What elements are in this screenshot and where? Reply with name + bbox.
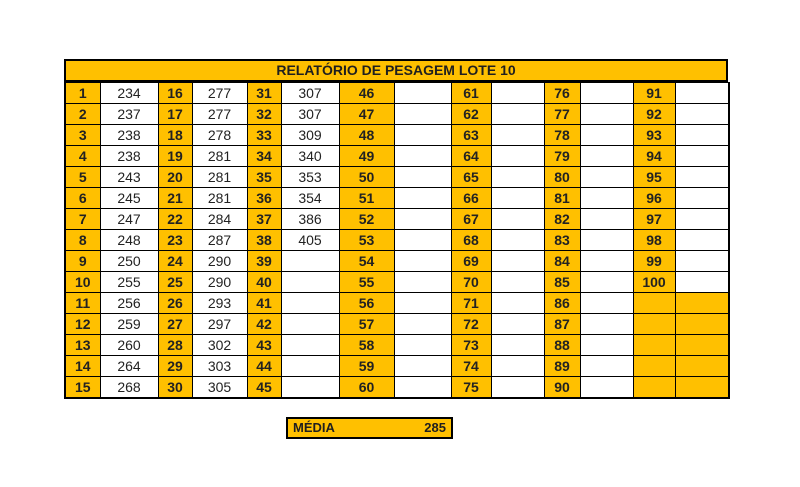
lot-number-cell: 89: [544, 356, 580, 377]
weight-cell: [394, 335, 451, 356]
weight-cell: [675, 125, 729, 146]
lot-number-cell: 39: [247, 251, 281, 272]
lot-number-cell: [633, 377, 675, 399]
weight-cell: 245: [100, 188, 158, 209]
weight-cell: [580, 83, 633, 104]
lot-number-cell: 63: [451, 125, 491, 146]
lot-number-cell: 22: [158, 209, 192, 230]
lot-number-cell: 23: [158, 230, 192, 251]
weight-cell: [394, 377, 451, 399]
weighing-report-sheet: [64, 59, 728, 399]
lot-number-cell: 8: [65, 230, 100, 251]
lot-number-cell: 17: [158, 104, 192, 125]
lot-number-cell: [633, 293, 675, 314]
weight-cell: [675, 167, 729, 188]
weight-cell: [580, 146, 633, 167]
lot-number-cell: 52: [339, 209, 394, 230]
lot-number-cell: 96: [633, 188, 675, 209]
weight-cell: [281, 251, 339, 272]
weight-cell: [394, 83, 451, 104]
lot-number-cell: 12: [65, 314, 100, 335]
lot-number-cell: 84: [544, 251, 580, 272]
table-row: [65, 125, 729, 146]
lot-number-cell: 64: [451, 146, 491, 167]
lot-number-cell: 36: [247, 188, 281, 209]
lot-number-cell: [633, 314, 675, 335]
weight-cell: 260: [100, 335, 158, 356]
lot-number-cell: 73: [451, 335, 491, 356]
lot-number-cell: 31: [247, 83, 281, 104]
lot-number-cell: 49: [339, 146, 394, 167]
lot-number-cell: 66: [451, 188, 491, 209]
weight-cell: [580, 251, 633, 272]
lot-number-cell: 30: [158, 377, 192, 399]
report-title: RELATÓRIO DE PESAGEM LOTE 10: [64, 59, 728, 82]
lot-number-cell: 57: [339, 314, 394, 335]
lot-number-cell: 44: [247, 356, 281, 377]
lot-number-cell: 83: [544, 230, 580, 251]
weight-cell: [675, 314, 729, 335]
lot-number-cell: 65: [451, 167, 491, 188]
weight-cell: [580, 188, 633, 209]
lot-number-cell: 7: [65, 209, 100, 230]
weight-cell: 268: [100, 377, 158, 399]
weight-cell: [675, 230, 729, 251]
lot-number-cell: 3: [65, 125, 100, 146]
weight-cell: [491, 251, 544, 272]
lot-number-cell: 24: [158, 251, 192, 272]
weight-cell: [394, 314, 451, 335]
lot-number-cell: 76: [544, 83, 580, 104]
table-row: [65, 335, 729, 356]
weight-cell: 248: [100, 230, 158, 251]
weight-cell: 293: [192, 293, 247, 314]
lot-number-cell: 47: [339, 104, 394, 125]
table-row: [65, 377, 729, 399]
weight-cell: [491, 314, 544, 335]
lot-number-cell: 20: [158, 167, 192, 188]
weight-cell: 290: [192, 272, 247, 293]
lot-number-cell: 87: [544, 314, 580, 335]
table-row: [65, 146, 729, 167]
lot-number-cell: 16: [158, 83, 192, 104]
table-row: [65, 356, 729, 377]
weight-cell: 284: [192, 209, 247, 230]
table-row: [65, 314, 729, 335]
lot-number-cell: 91: [633, 83, 675, 104]
lot-number-cell: 93: [633, 125, 675, 146]
lot-number-cell: 81: [544, 188, 580, 209]
lot-number-cell: 54: [339, 251, 394, 272]
weight-cell: [394, 272, 451, 293]
weight-cell: 256: [100, 293, 158, 314]
weight-cell: [281, 293, 339, 314]
lot-number-cell: 13: [65, 335, 100, 356]
weight-cell: [281, 377, 339, 399]
lot-number-cell: 37: [247, 209, 281, 230]
lot-number-cell: 41: [247, 293, 281, 314]
weight-cell: [675, 83, 729, 104]
weight-cell: [491, 230, 544, 251]
lot-number-cell: 9: [65, 251, 100, 272]
lot-number-cell: 18: [158, 125, 192, 146]
weight-cell: [580, 104, 633, 125]
lot-number-cell: 34: [247, 146, 281, 167]
weight-cell: [675, 272, 729, 293]
weight-cell: 297: [192, 314, 247, 335]
weight-cell: [394, 251, 451, 272]
lot-number-cell: 94: [633, 146, 675, 167]
lot-number-cell: 67: [451, 209, 491, 230]
weight-cell: 234: [100, 83, 158, 104]
lot-number-cell: 71: [451, 293, 491, 314]
average-box: [286, 417, 453, 439]
lot-number-cell: 78: [544, 125, 580, 146]
lot-number-cell: 27: [158, 314, 192, 335]
weighing-table: [64, 82, 730, 399]
lot-number-cell: 38: [247, 230, 281, 251]
lot-number-cell: 35: [247, 167, 281, 188]
weight-cell: [491, 356, 544, 377]
lot-number-cell: 15: [65, 377, 100, 399]
lot-number-cell: 14: [65, 356, 100, 377]
lot-number-cell: 98: [633, 230, 675, 251]
average-label: MÉDIA: [293, 420, 335, 435]
lot-number-cell: 82: [544, 209, 580, 230]
lot-number-cell: 48: [339, 125, 394, 146]
weight-cell: [491, 188, 544, 209]
lot-number-cell: 61: [451, 83, 491, 104]
weight-cell: [394, 356, 451, 377]
weight-cell: [675, 146, 729, 167]
weight-cell: [491, 209, 544, 230]
weight-cell: [281, 356, 339, 377]
lot-number-cell: 80: [544, 167, 580, 188]
lot-number-cell: [633, 356, 675, 377]
lot-number-cell: 4: [65, 146, 100, 167]
weight-cell: [491, 104, 544, 125]
weight-cell: [675, 335, 729, 356]
lot-number-cell: 99: [633, 251, 675, 272]
weight-cell: 238: [100, 125, 158, 146]
lot-number-cell: 60: [339, 377, 394, 399]
lot-number-cell: 42: [247, 314, 281, 335]
lot-number-cell: 19: [158, 146, 192, 167]
weight-cell: 259: [100, 314, 158, 335]
weight-cell: [675, 104, 729, 125]
weight-cell: [491, 272, 544, 293]
lot-number-cell: 50: [339, 167, 394, 188]
weight-cell: 237: [100, 104, 158, 125]
weight-cell: [675, 356, 729, 377]
average-value: 285: [424, 420, 446, 435]
weight-cell: [580, 335, 633, 356]
lot-number-cell: 29: [158, 356, 192, 377]
lot-number-cell: 97: [633, 209, 675, 230]
weight-cell: [281, 272, 339, 293]
lot-number-cell: 40: [247, 272, 281, 293]
table-row: [65, 251, 729, 272]
lot-number-cell: 70: [451, 272, 491, 293]
weight-cell: [675, 293, 729, 314]
lot-number-cell: 10: [65, 272, 100, 293]
lot-number-cell: 88: [544, 335, 580, 356]
weight-cell: 264: [100, 356, 158, 377]
weight-cell: [491, 377, 544, 399]
table-row: [65, 104, 729, 125]
lot-number-cell: 58: [339, 335, 394, 356]
lot-number-cell: 46: [339, 83, 394, 104]
lot-number-cell: 100: [633, 272, 675, 293]
weight-cell: [394, 188, 451, 209]
weight-cell: 287: [192, 230, 247, 251]
lot-number-cell: 56: [339, 293, 394, 314]
weight-cell: [580, 293, 633, 314]
table-row: [65, 230, 729, 251]
lot-number-cell: 86: [544, 293, 580, 314]
weight-cell: [580, 272, 633, 293]
lot-number-cell: 5: [65, 167, 100, 188]
lot-number-cell: 69: [451, 251, 491, 272]
weight-cell: [394, 125, 451, 146]
lot-number-cell: 28: [158, 335, 192, 356]
table-row: [65, 83, 729, 104]
weight-cell: [491, 83, 544, 104]
weight-cell: 303: [192, 356, 247, 377]
weight-cell: 309: [281, 125, 339, 146]
weight-cell: [580, 230, 633, 251]
weight-cell: 255: [100, 272, 158, 293]
weight-cell: [394, 209, 451, 230]
weight-cell: [675, 251, 729, 272]
table-row: [65, 293, 729, 314]
table-row: [65, 167, 729, 188]
table-row: [65, 188, 729, 209]
weight-cell: [491, 125, 544, 146]
weight-cell: 353: [281, 167, 339, 188]
weight-cell: [281, 314, 339, 335]
weight-cell: 281: [192, 167, 247, 188]
lot-number-cell: 62: [451, 104, 491, 125]
lot-number-cell: 1: [65, 83, 100, 104]
lot-number-cell: 6: [65, 188, 100, 209]
lot-number-cell: 33: [247, 125, 281, 146]
lot-number-cell: 77: [544, 104, 580, 125]
lot-number-cell: 43: [247, 335, 281, 356]
weight-cell: 302: [192, 335, 247, 356]
lot-number-cell: 45: [247, 377, 281, 399]
weight-cell: [394, 293, 451, 314]
weight-cell: [580, 125, 633, 146]
weight-cell: [491, 167, 544, 188]
lot-number-cell: 11: [65, 293, 100, 314]
weight-cell: [675, 188, 729, 209]
lot-number-cell: 92: [633, 104, 675, 125]
lot-number-cell: 2: [65, 104, 100, 125]
weight-cell: [580, 377, 633, 399]
lot-number-cell: 26: [158, 293, 192, 314]
weight-cell: [394, 167, 451, 188]
weight-cell: 307: [281, 104, 339, 125]
weight-cell: [491, 293, 544, 314]
lot-number-cell: 32: [247, 104, 281, 125]
weight-cell: [491, 146, 544, 167]
weight-cell: 277: [192, 83, 247, 104]
weight-cell: [675, 377, 729, 399]
weight-cell: 243: [100, 167, 158, 188]
lot-number-cell: 68: [451, 230, 491, 251]
weight-cell: 281: [192, 146, 247, 167]
lot-number-cell: 75: [451, 377, 491, 399]
lot-number-cell: 55: [339, 272, 394, 293]
weight-cell: 281: [192, 188, 247, 209]
weight-cell: [394, 230, 451, 251]
weight-cell: 290: [192, 251, 247, 272]
weight-cell: [580, 314, 633, 335]
lot-number-cell: 51: [339, 188, 394, 209]
weight-cell: [675, 209, 729, 230]
lot-number-cell: 72: [451, 314, 491, 335]
weight-cell: 305: [192, 377, 247, 399]
weight-cell: 278: [192, 125, 247, 146]
lot-number-cell: 79: [544, 146, 580, 167]
weight-cell: 340: [281, 146, 339, 167]
weight-cell: 386: [281, 209, 339, 230]
weight-cell: 405: [281, 230, 339, 251]
weight-cell: [491, 335, 544, 356]
lot-number-cell: 53: [339, 230, 394, 251]
lot-number-cell: 95: [633, 167, 675, 188]
weight-cell: 307: [281, 83, 339, 104]
table-row: [65, 272, 729, 293]
lot-number-cell: 25: [158, 272, 192, 293]
weight-cell: [394, 146, 451, 167]
lot-number-cell: 90: [544, 377, 580, 399]
lot-number-cell: 85: [544, 272, 580, 293]
table-row: [65, 209, 729, 230]
weight-cell: 354: [281, 188, 339, 209]
lot-number-cell: 21: [158, 188, 192, 209]
weight-cell: 247: [100, 209, 158, 230]
weight-cell: [580, 209, 633, 230]
weight-cell: 277: [192, 104, 247, 125]
weight-cell: [281, 335, 339, 356]
weight-cell: [580, 356, 633, 377]
lot-number-cell: 74: [451, 356, 491, 377]
lot-number-cell: [633, 335, 675, 356]
weight-cell: 250: [100, 251, 158, 272]
weight-cell: [394, 104, 451, 125]
weight-cell: 238: [100, 146, 158, 167]
lot-number-cell: 59: [339, 356, 394, 377]
weight-cell: [580, 167, 633, 188]
